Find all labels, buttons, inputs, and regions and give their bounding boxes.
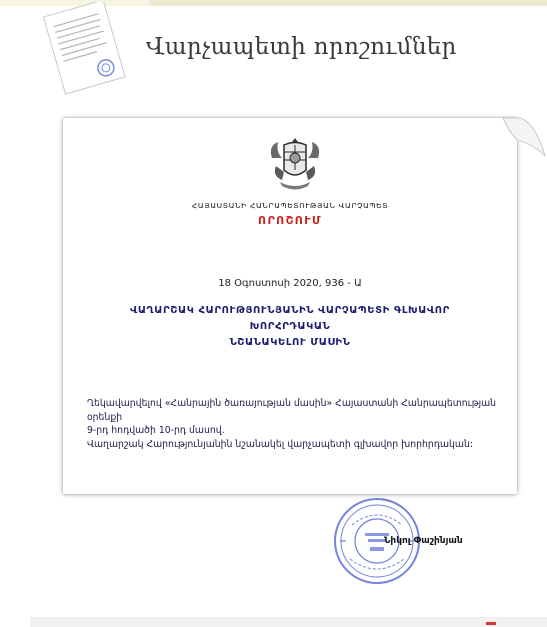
page-curl-icon bbox=[503, 116, 547, 160]
decree-subject-line-1: ՎԱՂԱՐՇԱԿ ՀԱՐՈՒԹՅՈՒՆՅԱՆԻՆ ՎԱՐՉԱՊԵՏԻ ԳԼԽԱՎՈՐ ԽՈՐՀՐԴԱԿԱՆ bbox=[130, 305, 450, 332]
decree-body-line-2: 9-րդ հոդվածի 10-րդ մասով. bbox=[87, 425, 225, 436]
decree-subject-line-2: ՆՇԱՆԱԿԵԼՈՒ ՄԱՍԻՆ bbox=[229, 337, 351, 348]
decree-body-line-3: Վաղարշակ Հարությունյանին նշանակել վարչապետի գլխավոր խորհրդական: bbox=[87, 438, 474, 450]
signer-name: Նիկոլ Փաշինյան bbox=[384, 536, 463, 546]
coat-of-arms-icon bbox=[266, 136, 324, 194]
paper-bottom-fade bbox=[63, 476, 517, 494]
decree-subject bbox=[107, 303, 473, 351]
page-title: Վարչապետի որոշումներ bbox=[146, 34, 457, 60]
footer-bar bbox=[30, 617, 547, 627]
document-thumbnail-icon bbox=[26, 2, 136, 97]
decree-heading: ՈՐՈՇՈՒՄ bbox=[258, 214, 322, 227]
decree-body-line-1: Ղեկավարվելով «Հանրային ծառայության մասին» Հայաստանի Հանրապետության օրենքի bbox=[87, 398, 497, 423]
footer-accent bbox=[486, 622, 496, 625]
decree-body bbox=[87, 397, 507, 451]
decree-date-number: 18 Օգոստոսի 2020, 936 - Ա bbox=[218, 278, 362, 289]
decree-document bbox=[63, 118, 517, 494]
page-header bbox=[0, 0, 547, 110]
government-heading: ՀԱՅԱՍՏԱՆԻ ՀԱՆՐԱՊԵՏՈՒԹՅԱՆ ՎԱՐՉԱՊԵՏ bbox=[191, 201, 389, 210]
